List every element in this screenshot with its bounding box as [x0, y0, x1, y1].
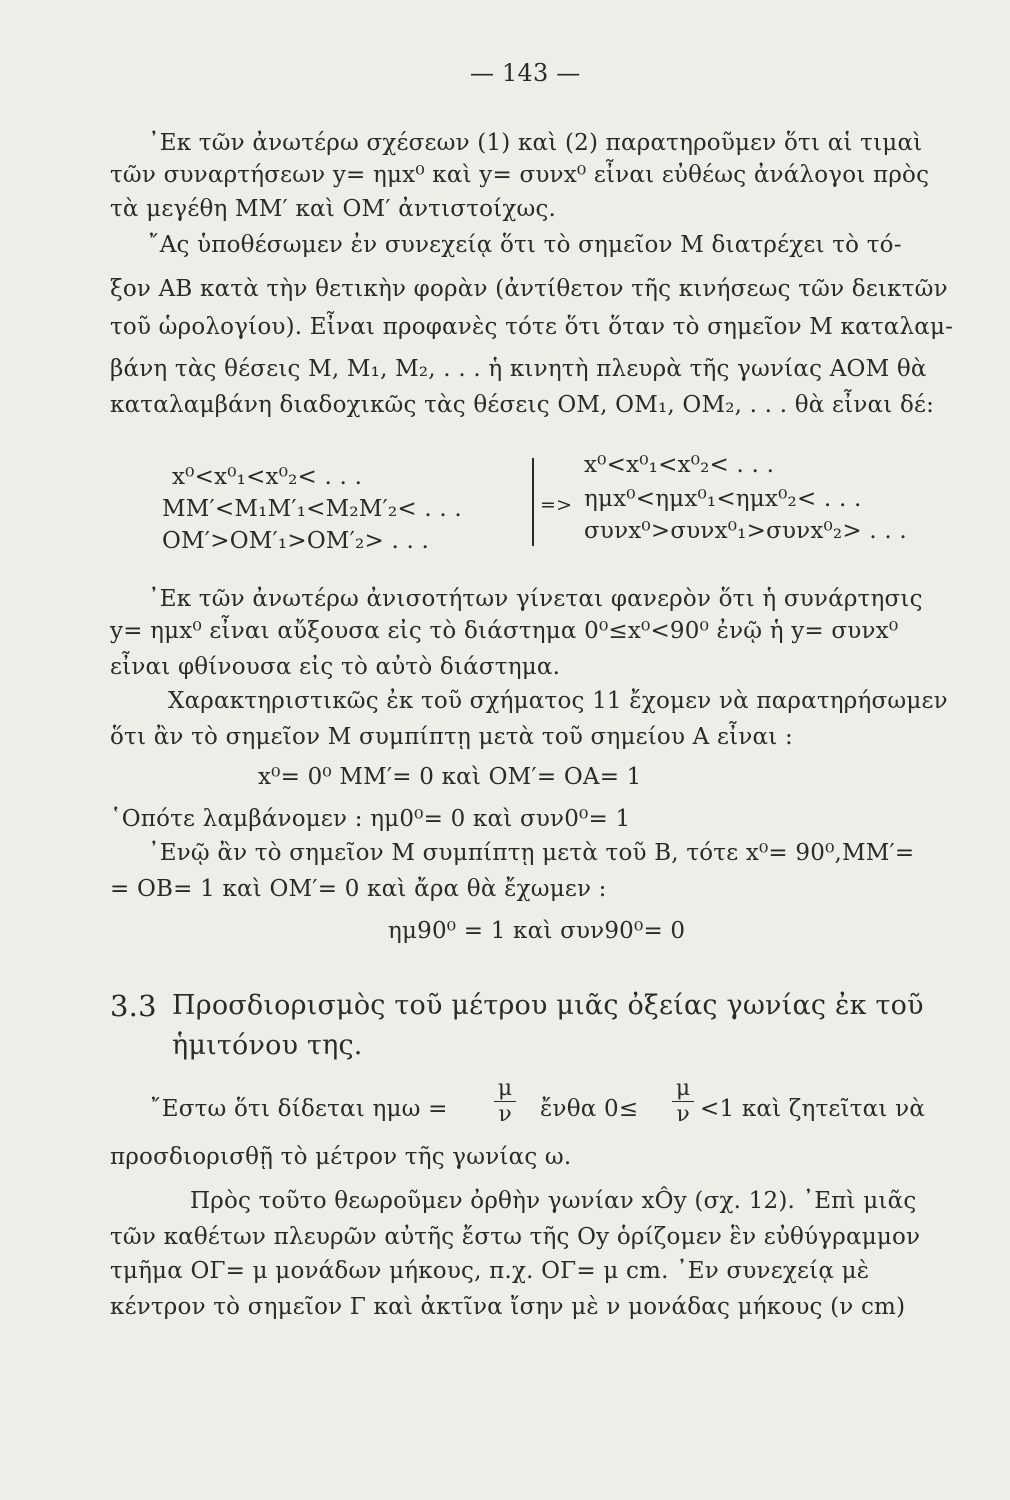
para7-start: ῎Εστω ὅτι δίδεται ημω = — [150, 1096, 448, 1122]
para2-line5: καταλαμβάνη διαδοχικῶς τὰς θέσεις ΟΜ, ΟΜ₁, ΟΜ₂, . . . θὰ εἶναι δέ: — [110, 392, 935, 418]
para2-line4: βάνη τὰς θέσεις Μ, Μ₁, Μ₂, . . . ἡ κινητὴ πλευρὰ τῆς γωνίας ΑΟΜ θὰ — [110, 356, 927, 382]
para1-line2: τῶν συναρτήσεων y= ημx⁰ καὶ y= συνx⁰ εἶναι εὐθέως ἀνάλογοι πρὸς — [110, 162, 930, 188]
para3-line3: εἶναι φθίνουσα εἰς τὸ αὐτὸ διάστημα. — [110, 654, 561, 680]
para8-line4: κέντρον τὸ σημεῖον Γ καὶ ἀκτῖνα ἴσην μὲ ν μονάδας μήκους (ν cm) — [110, 1294, 906, 1320]
para6-line2: = ΟΒ= 1 καὶ ΟΜ′= 0 καὶ ἄρα θὰ ἔχωμεν : — [110, 876, 607, 902]
section-number: 3.3 — [110, 989, 157, 1023]
para2-line2: ξον ΑΒ κατὰ τὴν θετικὴν φορὰν (ἀντίθετον τῆς κινήσεως τῶν δεικτῶν — [110, 276, 948, 302]
para7-line2: προσδιορισθῇ τὸ μέτρον τῆς γωνίας ω. — [110, 1144, 572, 1170]
para3-line1: ᾿Εκ τῶν ἀνωτέρω ἀνισοτήτων γίνεται φανερὸν ὅτι ἡ συνάρτησις — [148, 586, 923, 612]
para8-line3: τμῆμα ΟΓ= μ μονάδων μήκους, π.χ. ΟΓ= μ cm. ᾿Εν συνεχείᾳ μὲ — [110, 1258, 870, 1284]
implies-arrow: => — [540, 494, 573, 516]
right-relation-2: ημx⁰<ημx⁰₁<ημx⁰₂< . . . — [584, 486, 862, 512]
right-relation-3: συνx⁰>συνx⁰₁>συνx⁰₂> . . . — [584, 518, 907, 544]
left-relation-2: ΜΜ′<Μ₁Μ′₁<Μ₂Μ′₂< . . . — [162, 496, 462, 522]
page-number: — 143 — — [470, 59, 581, 87]
left-relation-1: x⁰<x⁰₁<x⁰₂< . . . — [172, 464, 363, 490]
para3-line2: y= ημx⁰ εἶναι αὔξουσα εἰς τὸ διάστημα 0⁰≤x⁰<90⁰ ἐνῷ ἡ y= συνx⁰ — [110, 618, 899, 644]
equation-1: x⁰= 0⁰ ΜΜ′= 0 καὶ ΟΜ′= ΟΑ= 1 — [258, 764, 642, 790]
para4-line2: ὅτι ἂν τὸ σημεῖον Μ συμπίπτῃ μετὰ τοῦ σημείου Α εἶναι : — [110, 724, 793, 750]
para7-middle: ἔνθα 0≤ — [540, 1096, 639, 1122]
fraction-denominator: ν — [494, 1101, 516, 1127]
left-relation-3: ΟΜ′>ΟΜ′₁>ΟΜ′₂> . . . — [162, 528, 430, 554]
fraction-denominator-2: ν — [672, 1101, 694, 1127]
fraction-mu-over-nu — [494, 1076, 516, 1127]
para6-line1: ᾿Ενῷ ἂν τὸ σημεῖον Μ συμπίπτῃ μετὰ τοῦ Β, τότε x⁰= 90⁰,ΜΜ′= — [148, 840, 915, 866]
fraction-mu-over-nu-2 — [672, 1076, 694, 1127]
para2-line1: ῎Ας ὑποθέσωμεν ἐν συνεχείᾳ ὅτι τὸ σημεῖον Μ διατρέχει τὸ τό- — [148, 232, 902, 258]
relations-divider — [532, 458, 534, 546]
para1-line1: ᾿Εκ τῶν ἀνωτέρω σχέσεων (1) καὶ (2) παρατηροῦμεν ὅτι αἱ τιμαὶ — [148, 130, 923, 156]
section-title-line2: ἡμιτόνου της. — [172, 1030, 363, 1061]
section-title-line1: Προσδιορισμὸς τοῦ μέτρου μιᾶς ὀξείας γωνίας ἐκ τοῦ — [172, 990, 924, 1021]
para1-line3: τὰ μεγέθη ΜΜ′ καὶ ΟΜ′ ἀντιστοίχως. — [110, 196, 557, 222]
para8-line1: Πρὸς τοῦτο θεωροῦμεν ὀρθὴν γωνίαν xÔy (σχ. 12). ᾿Επὶ μιᾶς — [190, 1188, 917, 1214]
right-relation-1: x⁰<x⁰₁<x⁰₂< . . . — [584, 452, 775, 478]
para5: ῾Οπότε λαμβάνομεν : ημ0⁰= 0 καὶ συν0⁰= 1 — [110, 806, 631, 832]
para4-line1: Χαρακτηριστικῶς ἐκ τοῦ σχήματος 11 ἔχομεν νὰ παρατηρήσωμεν — [168, 688, 948, 714]
fraction-numerator: μ — [497, 1076, 513, 1101]
fraction-numerator-2: μ — [675, 1076, 691, 1101]
para8-line2: τῶν καθέτων πλευρῶν αὐτῆς ἔστω τῆς Oy ὁρίζομεν ἓν εὐθύγραμμον — [110, 1224, 921, 1250]
para7-end: <1 καὶ ζητεῖται νὰ — [700, 1096, 926, 1122]
para2-line3: τοῦ ὡρολογίου). Εἶναι προφανὲς τότε ὅτι ὅταν τὸ σημεῖον Μ καταλαμ- — [110, 314, 954, 340]
equation-2: ημ90⁰ = 1 καὶ συν90⁰= 0 — [388, 918, 686, 944]
